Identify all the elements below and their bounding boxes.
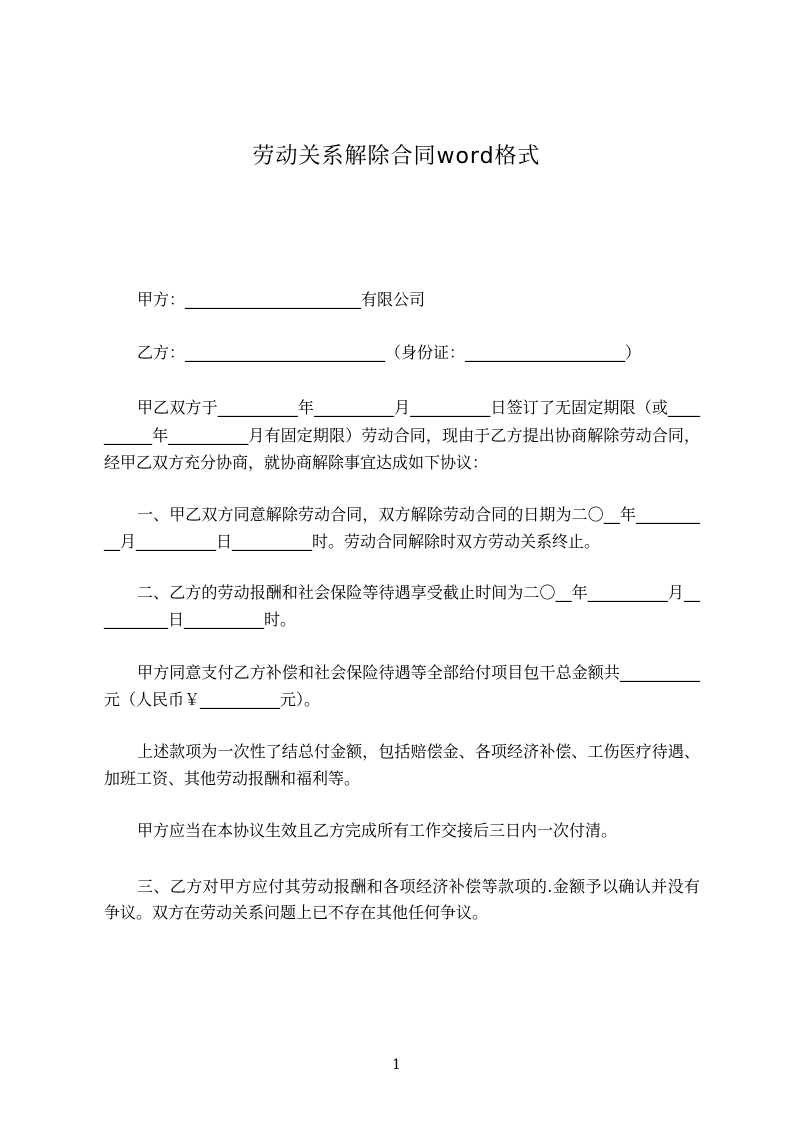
payment-scope-line: 加班工资、其他劳动报酬和福利等。 xyxy=(104,769,361,788)
clause-2-line: 二、乙方的劳动报酬和社会保险等待遇享受截止时间为二〇__年__________月__ xyxy=(137,583,700,602)
clause-3-line: 三、乙方对甲方应付其劳动报酬和各项经济补偿等款项的.金额予以确认并没有 xyxy=(137,877,700,896)
clause-3-line: 争议。双方在劳动关系问题上已不存在其他任何争议。 xyxy=(104,903,489,922)
party-b-line: 乙方：_________________________（身份证：____________________） xyxy=(137,343,642,362)
preamble-line: 甲乙双方于__________年__________月__________日签订了无固定期限（或____ xyxy=(137,398,700,417)
payment-scope-line: 上述款项为一次性了结总付金额，包括赔偿金、各项经济补偿、工伤医疗待遇、 xyxy=(137,742,700,761)
payment-amount-line: 甲方同意支付乙方补偿和社会保险待遇等全部给付项目包干总金额共__________ xyxy=(137,663,700,682)
party-a-line: 甲方：______________________有限公司 xyxy=(137,290,426,309)
clause-2-line: ________日__________时。 xyxy=(104,610,297,629)
clause-1-line: 一、甲乙双方同意解除劳动合同，双方解除劳动合同的日期为二〇__年________ xyxy=(137,505,700,524)
payment-deadline-line: 甲方应当在本协议生效且乙方完成所有工作交接后三日内一次付清。 xyxy=(137,821,618,840)
document-title: 劳动关系解除合同word格式 xyxy=(252,144,541,169)
preamble-line: ______年__________月有固定期限）劳动合同，现由于乙方提出协商解除劳动合同， xyxy=(104,426,700,445)
clause-1-line: __月__________日__________时。劳动合同解除时双方劳动关系终止。 xyxy=(104,532,601,551)
payment-amount-line: 元（人民币￥__________元）。 xyxy=(104,690,321,709)
page-number: 1 xyxy=(392,1057,401,1073)
preamble-line: 经甲乙双方充分协商，就协商解除事宜达成如下协议： xyxy=(104,453,489,472)
